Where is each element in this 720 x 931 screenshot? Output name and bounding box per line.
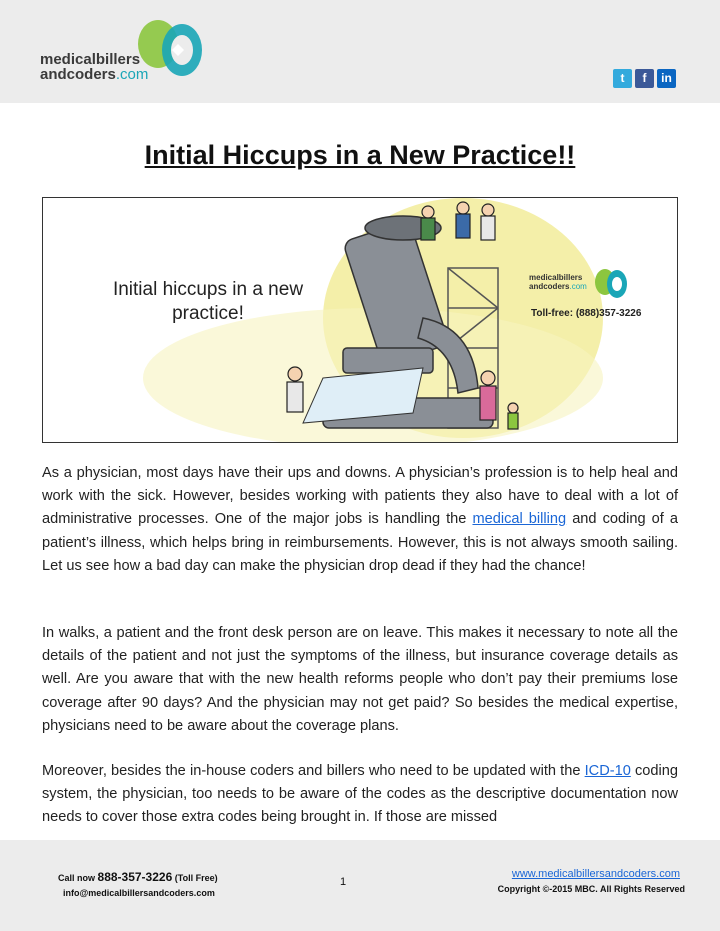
facebook-icon[interactable]: f	[635, 69, 654, 88]
paragraph-3	[42, 760, 678, 832]
logo-wordmark	[40, 52, 148, 82]
page-number: 1	[340, 876, 347, 888]
hero-logo-com: .com	[569, 282, 587, 291]
footer-call	[58, 870, 218, 884]
linkedin-icon[interactable]: in	[657, 69, 676, 88]
hero-illustration	[42, 197, 678, 443]
footer-phone-number: 888-357-3226	[97, 870, 173, 884]
hero-logo-line1: medicalbillers	[529, 273, 583, 282]
paragraph-2: In walks, a patient and the front desk person are on leave. This makes it necessary to note all the details of the patient and not just the symptoms of the illness, but insurance coverage details as well. Are you aware that with the new health reforms people who don’t pay their premiums lose coverage after 90 days? And the physician may not get paid? So besides the medical expertise, physicians need to be aware about the coverage plans.	[42, 625, 678, 734]
hero-caption-line1: Initial hiccups in a new	[112, 279, 304, 300]
hero-logo-wordmark	[529, 273, 587, 291]
twitter-icon[interactable]: t	[613, 69, 632, 88]
paragraph-1	[42, 462, 678, 578]
logo-line2: andcoders	[40, 66, 116, 83]
paragraph-3-text: Moreover, besides the in-house coders and billers who need to be updated with the	[42, 763, 585, 779]
footer-website-link[interactable]: www.medicalbillersandcoders.com	[511, 868, 680, 880]
hero-phone: Toll-free: (888)357-3226	[531, 308, 642, 319]
paragraph-1-text-end: and coding of a patient’s illness, which helps bring in reimbursements. However, this is not always smooth sailing. Let us see how a bad day can make the physician drop dead if they had the chance!	[42, 511, 678, 574]
logo-line1: medicalbillers	[40, 51, 141, 68]
social-links	[613, 69, 676, 88]
hero-caption-line2: practice!	[172, 303, 244, 324]
footer-call-suffix: (Toll Free)	[172, 873, 218, 883]
hero-caption	[73, 278, 343, 326]
icd-10-link[interactable]: ICD-10	[584, 763, 631, 779]
footer-email[interactable]: info@medicalbillersandcoders.com	[63, 888, 215, 898]
page-footer	[0, 840, 720, 931]
paragraph-3-text-end: coding system, the physician, too needs to be aware of the codes as the descriptive documentation now needs to cover those extra codes being brought in. If those are missed	[42, 763, 678, 826]
page-title: Initial Hiccups in a New Practice!!	[144, 140, 576, 170]
page-header	[0, 0, 720, 103]
hero-logo-line2: andcoders	[529, 282, 570, 291]
hero-logo-icon	[591, 266, 631, 300]
footer-copyright: Copyright ©-2015 MBC. All Rights Reserved	[497, 884, 685, 894]
footer-call-prefix: Call now	[58, 873, 98, 883]
logo-com: .com	[115, 66, 149, 83]
paragraph-1-text: As a physician, most days have their ups and downs. A physician’s profession is to help heal and work with the sick. However, besides working with patients they also have to deal with a lot of administrative processes. One of the major jobs is handling the	[42, 465, 678, 528]
medical-billing-link[interactable]: medical billing	[472, 511, 567, 528]
